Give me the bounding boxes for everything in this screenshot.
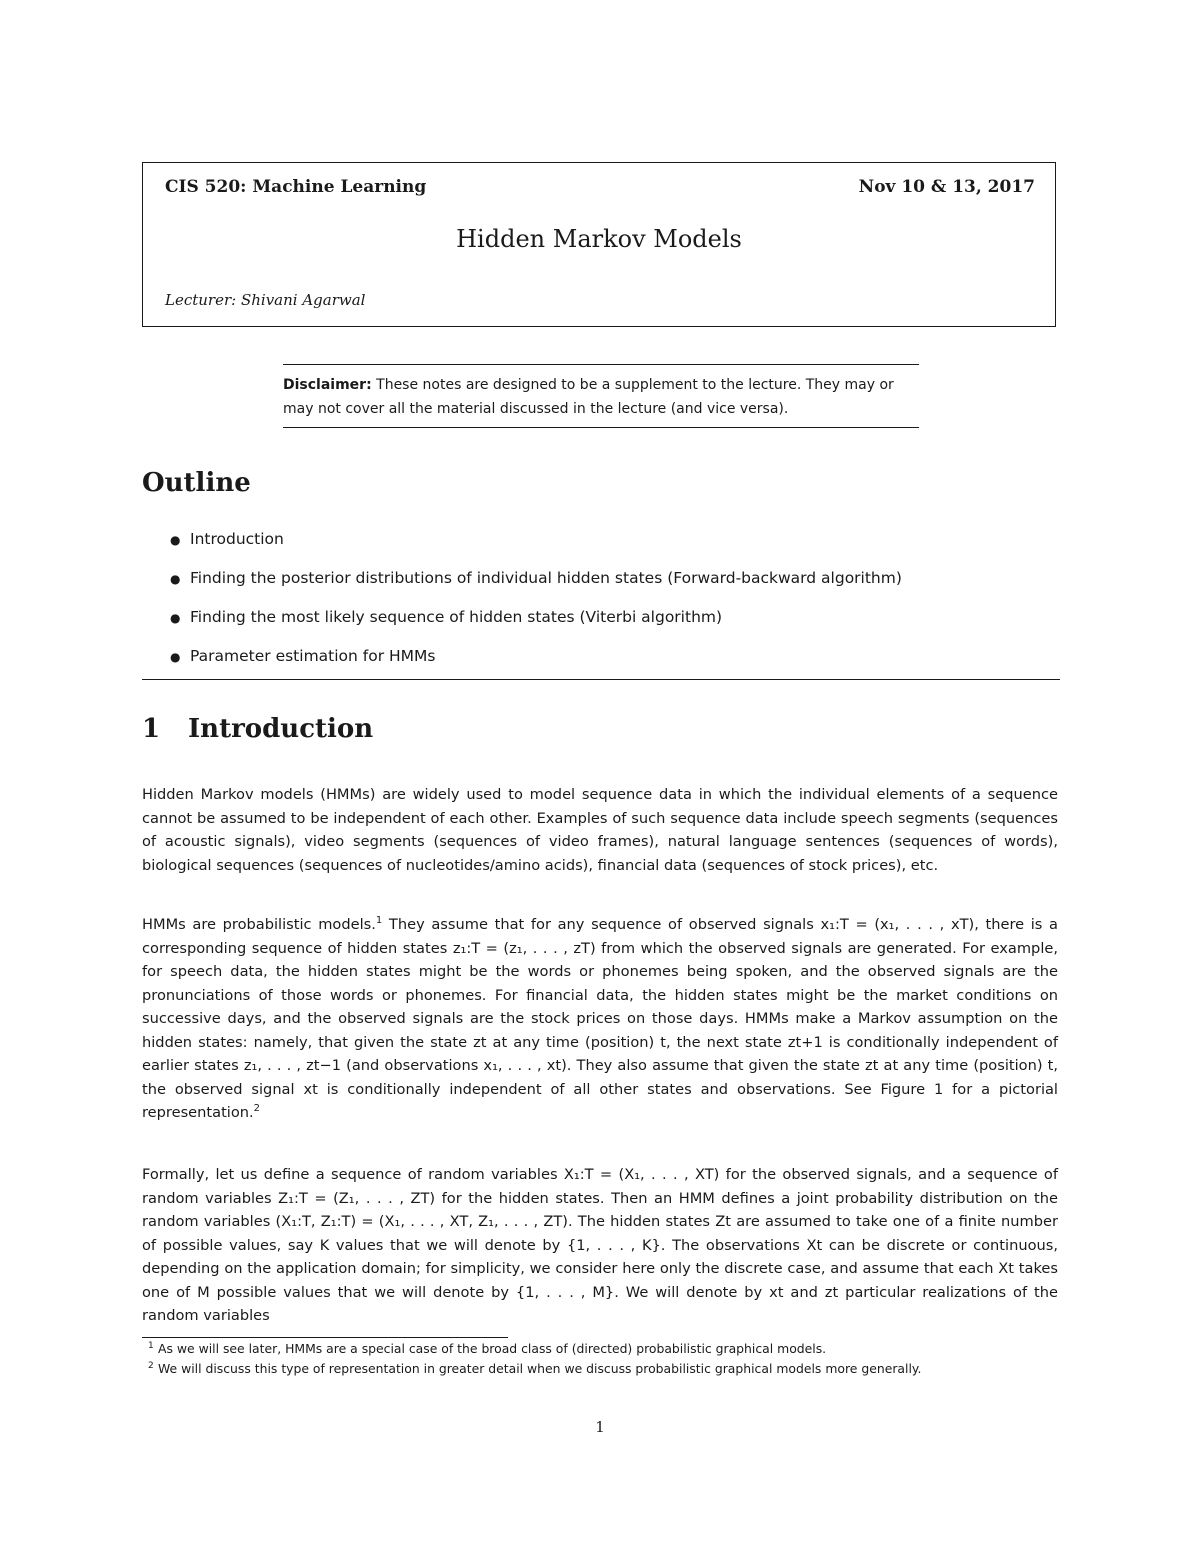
disclaimer-label: Disclaimer: — [283, 377, 372, 393]
outline-item: ● Parameter estimation for HMMs — [170, 643, 1050, 682]
lecture-date: Nov 10 & 13, 2017 — [858, 177, 1035, 197]
paragraph-hmm-assumptions: HMMs are probabilistic models.$^1$ They assume that for any sequence of observed signals x₁:T = (x₁, . . . , xT), there is a corresponding sequence of hidden states z₁:T = (z₁, . . . , zT) from which the observed signals are generated. For example, for speech data, the hidden states might be the words or phonemes being spoken, and the observed signals are the pronunciations of those words or phonemes. For financial data, the hidden states might be the market conditions on successive days, and the observed signals are the stock prices on those days. HMMs make a Markov assumption on the hidden states: namely, that given the state zt at any time (position) t, the next state zt+1 is conditionally independent of earlier states z₁, . . . , zt−1 (and observations x₁, . . . , xt). They also assume that given the state zt at any time (position) t, the observed signal xt is conditionally independent of all other states and observations. See Figure 1 for a pictorial representation.$^2$ — [142, 915, 1058, 1121]
bullet-icon: ● — [170, 572, 181, 586]
page-number: 1 — [595, 1418, 605, 1436]
paragraph-intro: Hidden Markov models (HMMs) are widely used to model sequence data in which the individual elements of a sequence cannot be assumed to be independent of each other. Examples of such sequence data include speech segments (sequences of acoustic signals), video segments (sequences of video frames), natural language sentences (sequences of words), biological sequences (sequences of nucleotides/amino acids), financial data (sequences of stock prices), etc. — [142, 786, 1058, 874]
section-title: Introduction — [188, 714, 374, 744]
paragraph-formal-definition: Formally, let us define a sequence of random variables X₁:T = (X₁, . . . , XT) for the observed signals, and a sequence of random variables Z₁:T = (Z₁, . . . , ZT) for the hidden states. Then an HMM defines a joint probability distribution on the random variables (X₁:T, Z₁:T) = (X₁, . . . , XT, Z₁, . . . , ZT). The hidden states Zt are assumed to take one of a finite number of possible values, say K values that we will denote by {1, . . . , K}. The observations Xt can be discrete or continuous, depending on the application domain; for simplicity, we consider here only the discrete case, and assume that each Xt takes one of M possible values that we will denote by {1, . . . , M}. We will denote by xt and zt particular realizations of the random variables — [142, 1166, 1058, 1324]
footnote-ref-2[interactable]: 2 — [253, 1103, 261, 1115]
section-number: 1 — [142, 714, 161, 744]
outline-item: ● Introduction — [170, 526, 1050, 565]
footnote-text: We will discuss this type of representation in greater detail when we discuss probabilistic graphical models more generally. — [158, 1361, 922, 1376]
disclaimer-box — [283, 364, 919, 428]
outline-item: ● Finding the posterior distributions of individual hidden states (Forward-backward algorithm) — [170, 565, 1050, 604]
lecturer-name: Lecturer: Shivani Agarwal — [165, 291, 366, 309]
footnote-divider — [142, 1337, 508, 1338]
course-name: CIS 520: Machine Learning — [165, 177, 427, 197]
outline-divider — [142, 679, 1060, 680]
footnote-1 — [148, 1340, 1058, 1358]
footnote-ref-1[interactable]: 1 — [375, 915, 383, 927]
footnote-2 — [148, 1360, 1058, 1378]
footnote-mark: 2 — [148, 1361, 154, 1371]
bullet-icon: ● — [170, 533, 181, 547]
outline-heading: Outline — [142, 468, 251, 498]
lecture-header-box — [142, 162, 1056, 327]
footnote-mark: 1 — [148, 1341, 154, 1351]
bullet-icon: ● — [170, 650, 181, 664]
outline-item: ● Finding the most likely sequence of hidden states (Viterbi algorithm) — [170, 604, 1050, 643]
outline-list — [170, 526, 1050, 682]
footnote-text: As we will see later, HMMs are a special case of the broad class of (directed) probabilistic graphical models. — [158, 1341, 827, 1356]
section-heading — [142, 714, 373, 744]
disclaimer-text: These notes are designed to be a supplement to the lecture. They may or may not cover all the material discussed in the lecture (and vice versa). — [283, 377, 894, 417]
document-title: Hidden Markov Models — [456, 225, 742, 253]
bullet-icon: ● — [170, 611, 181, 625]
